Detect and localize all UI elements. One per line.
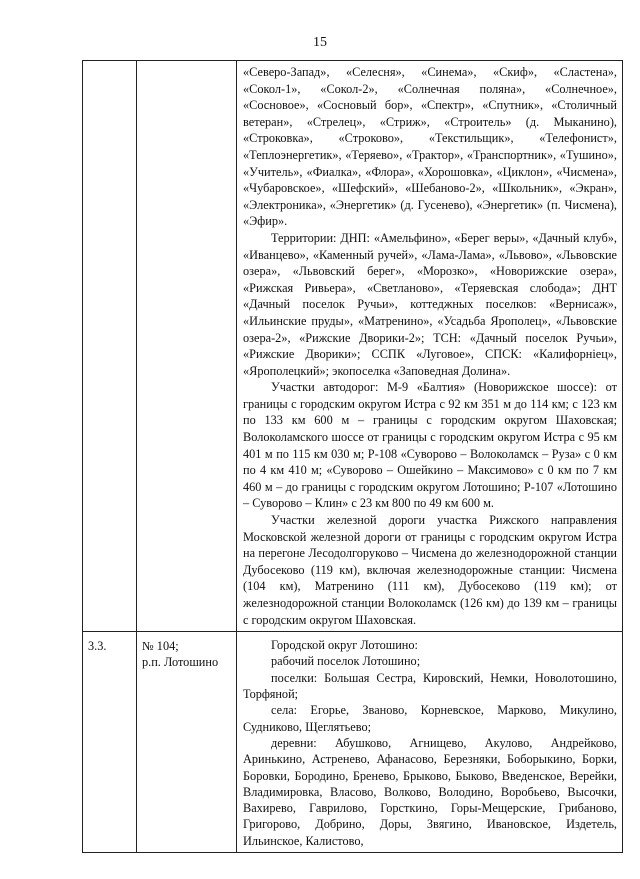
district-cell — [137, 632, 237, 853]
districts-table — [82, 60, 623, 853]
row-number — [83, 61, 136, 70]
row-number-cell — [83, 632, 137, 853]
paragraph: рабочий поселок Лотошино; — [271, 654, 421, 669]
row-number: 3.3. — [88, 639, 107, 654]
row-number-cell — [83, 61, 137, 632]
paragraph: Участки железной дороги участка Рижского направления Московской железной дороги от границы с городским округом Истра на перегоне Лесодолгоруково – Чисмена до железнодорожной станции Дубосеково (119 км), включая железнодорожные станции: Чисмена (104 км), Матренино (111 км), Дубосеково (119 км); от железнодорожной станции Волоколамск (126 км) до 139 км – границы с городским округом Шаховская. — [243, 513, 617, 627]
district-name — [137, 61, 236, 70]
district-cell — [137, 61, 237, 632]
district-name: № 104; р.п. Лотошино — [142, 639, 219, 670]
table-row — [83, 61, 623, 632]
paragraph: поселки: Большая Сестра, Кировский, Немки, Новолотошино, Торфяной; — [243, 670, 617, 702]
page-number: 15 — [313, 35, 327, 50]
paragraph: Участки автодорог: М-9 «Балтия» (Новорижское шоссе): от границы с городским округом Истра с 92 км 351 м до 114 км; с 123 км по 133 км 600 м – границы с городским округом Шаховская; Волоколамского шоссе от границы с городским округом Истра с 95 км 401 м по 115 км 030 м; Р-108 «Суворово – Волоколамск – Руза» с 0 км по 4 км 410 м; «Суворово – Ошейкино – Максимово» с 0 км по 7 км 460 м – до границы с городским округом Лотошино; Р-107 «Лотошино – Суворово – Клин» с 23 км 800 по 49 км 600 м. — [243, 380, 617, 511]
paragraph: деревни: Абушково, Агнищево, Акулово, Андрейково, Аринькино, Астренево, Афанасово, Березняки, Боборыкино, Борки, Боровки, Бородино, Бренево, Брыково, Быково, Введенское, Верейки, Владимировка, Власово, Волково, Володино, Воробьево, Высочки, Вахирево, Гаврилово, Горсткино, Горы-Мещерские, Грибаново, Григорово, Добрино, Доры, Звягино, Ивановское, Издетель, Ильинское, Калистово, — [243, 735, 617, 848]
paragraph: села: Егорье, Званово, Корневское, Марково, Микулино, Судниково, Щеглятьево; — [243, 703, 617, 734]
paragraph: Городской округ Лотошино: — [271, 638, 418, 653]
territory-description-cell — [237, 632, 623, 853]
paragraph: «Северо-Запад», «Селесня», «Синема», «Скиф», «Сластена», «Сокол-1», «Сокол-2», «Солнечная поляна», «Солнечное», «Сосновое», «Сосновый бор», «Спектр», «Спутник», «Столичный ветеран», «Стрелец», «Стриж», «Строитель» (д. Мыканино), «Строковка», «Строково», «Текстильщик», «Телефонист», «Теплоэнергетик», «Теряево», «Трактор», «Транспортник», «Тушино», «Учитель», «Фиалка», «Флора», «Хорошовка», «Циклон», «Чисмена», «Чубаровское», «Шефский», «Шебаново-2», «Школьник», «Экран», «Электроника», «Энергетик» (д. Гусенево), «Энергетик» (п. Чисмена), «Эфир». — [243, 65, 617, 229]
paragraph: Территории: ДНП: «Амельфино», «Берег веры», «Дачный клуб», «Иванцево», «Каменный ручей», «Лама-Лама», «Львово», «Львовские озера», «Львовский берег», «Морозко», «Новорижские озера», «Рижская Ривьера», «Светланово», «Теряевская слобода»; ДНТ «Дачный поселок Ручьи», коттеджных поселков: «Вернисаж», «Ильинские пруды», «Матренино», «Усадьба Ярополец», «Львовские озера-2», «Рижские Дворики-2»; ТСН: «Дачный поселок Ручьи», «Рижские Дворики»; ССПК «Луговое», СПСК: «Калифорнiец», «Ярополецкий»; экопоселка «Заповедная Долина». — [243, 230, 617, 378]
table-row — [83, 632, 623, 853]
territory-description-cell — [237, 61, 623, 632]
